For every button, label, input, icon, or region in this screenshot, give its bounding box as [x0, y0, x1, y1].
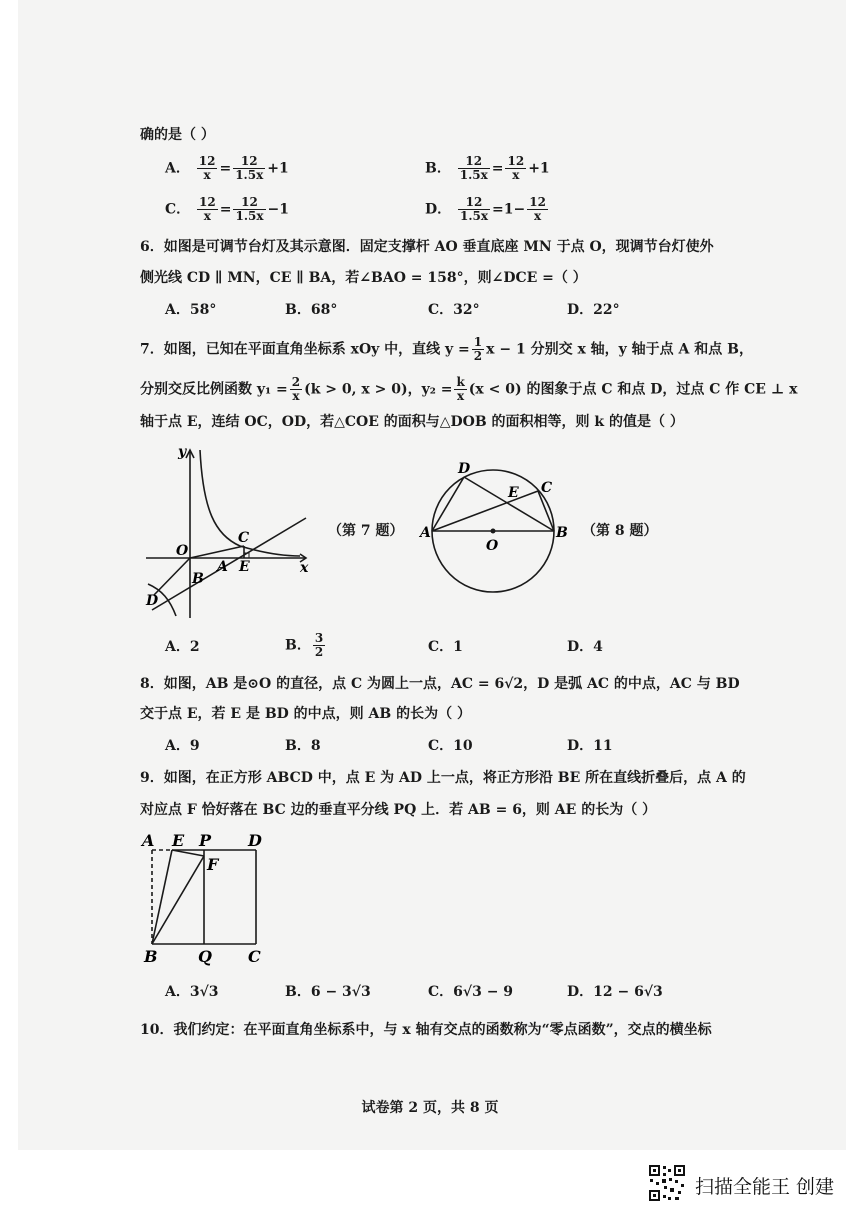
fig8-label-e: E: [508, 485, 519, 501]
fig9-label-q: Q: [198, 947, 212, 966]
option-letter: D．: [425, 201, 452, 218]
q9-option-b: B．6 − 3√3: [285, 984, 371, 1000]
q8-option-d: D．11: [567, 738, 613, 754]
q6-option-c: C．32°: [428, 302, 480, 318]
q6-option-d: D．22°: [567, 302, 620, 318]
fig8-label-o: O: [486, 538, 499, 554]
q9-option-c: C．6√3 − 9: [428, 984, 514, 1000]
fig8-label-d: D: [458, 461, 471, 477]
fig9-label-c: C: [248, 947, 261, 966]
fig7-label-b: B: [192, 571, 204, 587]
fig7-label-o: O: [176, 543, 189, 559]
q7-option-d: D．4: [567, 639, 603, 655]
center-point: [491, 529, 496, 534]
q7-figure: [140, 440, 320, 620]
q9-option-d: D．12 − 6√3: [567, 984, 663, 1000]
fig7-label-y: y: [178, 444, 187, 460]
fig8-label-c: C: [541, 480, 553, 496]
q8-option-a: A．9: [165, 738, 200, 754]
q8-option-c: C．10: [428, 738, 473, 754]
q6-line1: 6．如图是可调节台灯及其示意图．固定支撑杆 AO 垂直底座 MN 于点 O，现调节台灯使外: [140, 239, 714, 255]
scanner-watermark: 扫描全能王 创建: [694, 1176, 834, 1198]
q8-fig-caption: （第 8 题）: [582, 523, 658, 539]
q9-line1: 9．如图，在正方形 ABCD 中，点 E 为 AD 上一点，将正方形沿 BE 所在直线折叠后，点 A 的: [140, 770, 746, 786]
fraction: $\frac{12}{1.5x}$: [460, 195, 489, 223]
fraction: $\frac{12}{1.5x}$: [459, 154, 488, 182]
fig7-label-a: A: [217, 559, 228, 575]
q5-option-c: C． $\frac{12}{x}$ = $\frac{12}{1.5x}$ −1: [165, 195, 289, 223]
q7-line3: 轴于点 E，连结 OC，OD，若△COE 的面积与△DOB 的面积相等，则 k 的值是（ ）: [140, 414, 684, 430]
fig9-label-a: A: [142, 831, 155, 850]
q7-option-a: A．2: [165, 639, 200, 655]
q7-fig-caption: （第 7 题）: [328, 523, 404, 539]
fraction: $\frac{12}{1.5x}$: [235, 195, 264, 223]
q7-line1: 7．如图，已知在平面直角坐标系 xOy 中，直线 y = $\frac{1}{2}$ x − 1 分别交 x 轴，y 轴于点 A 和点 B，: [140, 335, 754, 363]
q6-option-a: A．58°: [165, 302, 217, 318]
fig9-label-d: D: [248, 831, 262, 850]
page-footer: 试卷第 2 页，共 8 页: [361, 1100, 499, 1116]
fig9-label-e: E: [172, 831, 185, 850]
fraction: $\frac{12}{x}$: [507, 154, 525, 182]
q9-option-a: A．3√3: [165, 984, 219, 1000]
fraction: $\frac{12}{x}$: [198, 154, 216, 182]
fig8-label-b: B: [556, 525, 568, 541]
fraction: $\frac{1}{2}$: [473, 335, 483, 363]
q7-option-b: B． $\frac{3}{2}$: [285, 631, 324, 659]
q9-figure: [140, 828, 275, 968]
fig7-label-d: D: [146, 593, 159, 609]
fraction: $\frac{12}{1.5x}$: [235, 154, 264, 182]
chord-bc: [538, 491, 554, 531]
q9-line2: 对应点 F 恰好落在 BC 边的垂直平分线 PQ 上．若 AB = 6，则 AE 的长为（ ）: [140, 802, 657, 818]
option-letter: B．: [425, 160, 451, 177]
fraction: $\frac{2}{x}$: [291, 375, 301, 403]
q5-option-d: D． $\frac{12}{1.5x}$ =1− $\frac{12}{x}$: [425, 195, 546, 223]
line-ab: [152, 518, 306, 610]
option-letter: A．: [165, 160, 190, 177]
fig7-label-c: C: [238, 530, 250, 546]
q5-option-b: B． $\frac{12}{1.5x}$ = $\frac{12}{x}$ +1: [425, 154, 550, 182]
fig9-label-p: P: [199, 831, 212, 850]
q5-option-a: A． $\frac{12}{x}$ = $\frac{12}{1.5x}$ +1: [165, 154, 289, 182]
fig9-label-f: F: [207, 855, 219, 874]
option-letter: C．: [165, 201, 191, 218]
segment-od: [154, 558, 190, 595]
q6-line2: 侧光线 CD ∥ MN，CE ∥ BA，若∠BAO = 158°，则∠DCE =（ ）: [140, 270, 587, 286]
fraction: $\frac{3}{2}$: [314, 631, 324, 659]
fraction: $\frac{k}{x}$: [456, 375, 465, 403]
qr-code-icon: [648, 1164, 686, 1202]
q5-stem-tail: 确的是（ ）: [140, 127, 215, 143]
q8-line2: 交于点 E，若 E 是 BD 的中点，则 AB 的长为（ ）: [140, 706, 472, 722]
fold-line-be: [152, 850, 172, 944]
q8-option-b: B．8: [285, 738, 321, 754]
fig9-label-b: B: [144, 947, 158, 966]
q10-line1: 10．我们约定：在平面直角坐标系中，与 x 轴有交点的函数称为“零点函数”，交点的横坐标: [140, 1022, 712, 1038]
segment-ef: [172, 850, 204, 856]
hyperbola-branch-right: [200, 450, 300, 556]
fig7-label-e: E: [239, 559, 250, 575]
chord-ad: [432, 477, 464, 531]
fraction: $\frac{12}{x}$: [199, 195, 216, 223]
fig7-label-x: x: [300, 560, 309, 576]
q7-option-c: C．1: [428, 639, 463, 655]
q6-option-b: B．68°: [285, 302, 338, 318]
fraction: $\frac{12}{x}$: [529, 195, 546, 223]
q8-line1: 8．如图，AB 是⊙O 的直径，点 C 为圆上一点，AC = 6√2，D 是弧 AC 的中点，AC 与 BD: [140, 676, 740, 692]
segment-bf: [152, 856, 204, 944]
q7-line2: 分别交反比例函数 y₁ = $\frac{2}{x}$ (k > 0, x > 0)，y₂ = $\frac{k}{x}$ (x < 0) 的图象于点 C 和点 D，过点 C 作 CE ⊥ x: [140, 375, 798, 403]
fig8-label-a: A: [420, 525, 431, 541]
segment-oc: [190, 546, 244, 558]
q8-figure: [420, 455, 568, 615]
